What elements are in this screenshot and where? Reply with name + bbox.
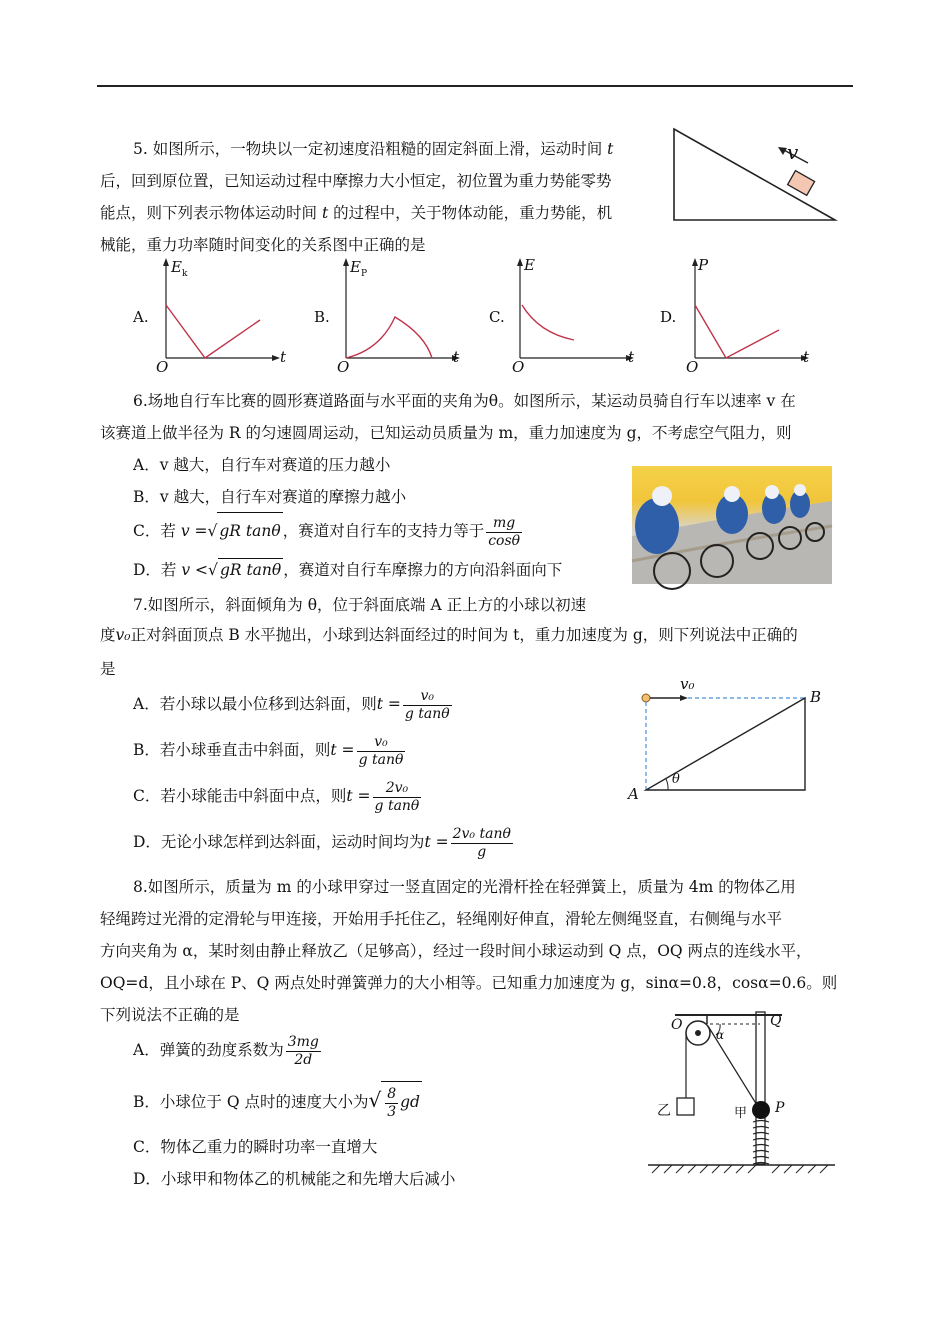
q7-fig-point-b: B: [810, 688, 822, 706]
q8-line-2: 轻绳跨过光滑的定滑轮与甲连接，开始用手托住乙，轻绳刚好伸直，滑轮左侧绳竖直，右侧绳与水平: [100, 910, 783, 928]
q5-graph-c-origin: O: [512, 358, 525, 376]
q5-graph-c-xlabel: t: [628, 348, 635, 366]
q8-fig-point-o: O: [671, 1017, 683, 1033]
q6-option-b: B．v 越大，自行车对赛道的摩擦力越小: [133, 488, 407, 506]
q7-line-1: 7.如图所示，斜面倾角为 θ，位于斜面底端 A 正上方的小球以初速: [133, 596, 587, 614]
q8-fig-label-yi: 乙: [657, 1103, 671, 1119]
q5-graph-a-ylabel: $E_k$: [171, 258, 188, 279]
q5-option-a: A.: [133, 308, 149, 326]
q7-fig-v0: v₀: [680, 675, 695, 693]
q5-graph-b-ylabel: $E_P$: [350, 258, 368, 279]
q5-option-d: D.: [660, 308, 677, 326]
q5-line-2: 后，回到原位置，已知运动过程中摩擦力大小恒定，初位置为重力势能零势: [100, 172, 612, 190]
q8-line-4: OQ=d，且小球在 P、Q 两点处时弹簧弹力的大小相等。已知重力加速度为 g，sinα=0.8，cosα=0.6。则: [100, 974, 838, 992]
q5-line-3: 能点，则下列表示物体运动时间 t 的过程中，关于物体动能，重力势能，机: [100, 204, 613, 222]
q8-option-d: D．小球甲和物体乙的机械能之和先增大后减小: [133, 1170, 456, 1188]
q5-line-1: 5. 如图所示，一物块以一定初速度沿粗糙的固定斜面上滑，运动时间 t: [133, 140, 614, 158]
q5-graph-b-origin: O: [337, 358, 350, 376]
q6-line-2: 该赛道上做半径为 R 的匀速圆周运动，已知运动员质量为 m，重力加速度为 g，不考虑空气阻力，则: [100, 424, 792, 442]
q5-incline-figure: [670, 125, 840, 225]
q5-graph-d-origin: O: [686, 358, 699, 376]
q8-line-5: 下列说法不正确的是: [100, 1006, 240, 1024]
q8-line-1: 8.如图所示，质量为 m 的小球甲穿过一竖直固定的光滑杆拴在轻弹簧上，质量为 4m 的物体乙用: [133, 878, 796, 896]
q5-option-c: C.: [489, 308, 505, 326]
q5-line-4: 械能，重力功率随时间变化的关系图中正确的是: [100, 236, 426, 254]
q7-fig-point-a: A: [628, 785, 639, 803]
q7-incline-figure: [640, 690, 815, 800]
q8-line-3: 方向夹角为 α，某时刻由静止释放乙（足够高），经过一段时间小球运动到 Q 点，OQ 两点的连线水平，: [100, 942, 812, 960]
q8-option-c: C．物体乙重力的瞬时功率一直增大: [133, 1138, 378, 1156]
q7-line-2: 度v₀正对斜面顶点 B 水平抛出，小球到达斜面经过的时间为 t，重力加速度为 g，则下列说法中正确的: [100, 626, 798, 644]
header-rule: [97, 85, 853, 87]
q6-option-a: A．v 越大，自行车对赛道的压力越小: [133, 456, 391, 474]
q5-graph-d-ylabel: P: [698, 256, 709, 274]
q7-fig-theta: θ: [672, 772, 680, 787]
q8-option-b: B．小球位于 Q 点时的速度大小为√ $\frac{8}{3}$ gd: [133, 1080, 422, 1122]
q5-option-b: B.: [314, 308, 330, 326]
q7-line-3: 是: [100, 660, 116, 678]
q5-velocity-label: v: [787, 140, 799, 164]
q8-fig-alpha: α: [716, 1028, 725, 1042]
q5-graph-a-xlabel: t: [280, 348, 287, 366]
q7-option-d: D．无论小球怎样到达斜面，运动时间均为t = $\frac{\text{2v₀ tanθ}}{g}$: [133, 825, 511, 860]
q8-fig-label-jia: 甲: [734, 1106, 748, 1121]
q6-option-c: C．若 v =√ gR tanθ ，赛道对自行车的支持力等于 $\frac{mg}{\cos\theta}$: [133, 512, 524, 550]
q5-graph-c-ylabel: E: [524, 256, 535, 274]
q5-graph-d-xlabel: t: [803, 348, 810, 366]
q5-graph-b-xlabel: t: [453, 348, 460, 366]
q6-line-1: 6.场地自行车比赛的圆形赛道路面与水平面的夹角为θ。如图所示，某运动员骑自行车以速率 v 在: [133, 392, 796, 410]
q8-fig-point-q: Q: [770, 1013, 782, 1029]
q8-option-a: A．弹簧的劲度系数为 $\frac{3mg}{2d}$: [133, 1033, 319, 1068]
q7-option-b: B．若小球垂直击中斜面，则t = $\frac{\text{v₀}}{\text{g tanθ}}$: [133, 733, 404, 768]
q8-fig-point-p: P: [775, 1100, 785, 1116]
q6-option-d: D．若 v <√ gR tanθ ，赛道对自行车摩擦力的方向沿斜面向下: [133, 558, 562, 581]
q7-option-a: A．若小球以最小位移到达斜面，则t = $\frac{\text{v₀}}{\text{g tanθ}}$: [133, 687, 450, 722]
q8-pulley-figure: [640, 1010, 845, 1180]
q5-graph-a-origin: O: [156, 358, 169, 376]
q6-cyclists-photo: [632, 466, 832, 584]
q7-option-c: C．若小球能击中斜面中点，则t = $\frac{\text{2v₀}}{\text{g tanθ}}$: [133, 779, 420, 814]
